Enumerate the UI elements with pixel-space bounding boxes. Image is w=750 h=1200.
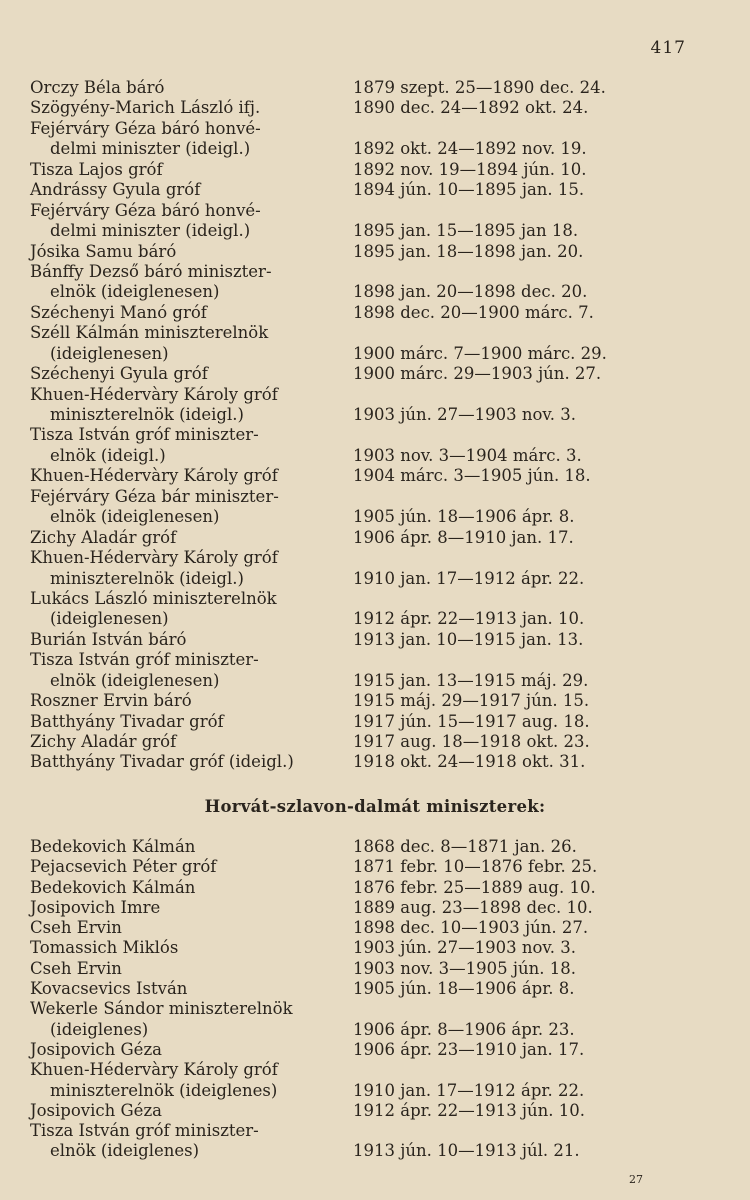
term-dates: 1898 dec. 20—1900 márc. 7.	[353, 302, 594, 322]
list-entry	[30, 898, 650, 918]
list-entry	[30, 303, 650, 323]
term-dates: 1898 dec. 10—1903 jún. 27.	[353, 918, 589, 938]
minister-name: elnök (ideiglenesen)	[50, 507, 220, 527]
term-dates: 1917 aug. 18—1918 okt. 23.	[353, 732, 590, 751]
minister-name: Burián István báró	[30, 629, 187, 649]
minister-name: elnök (ideiglenes)	[50, 1141, 200, 1161]
list-entry	[30, 837, 650, 857]
list-entry	[30, 466, 650, 486]
term-dates: 1871 febr. 10—1876 febr. 25.	[353, 857, 598, 877]
term-dates: 1868 dec. 8—1871 jan. 26.	[353, 837, 577, 856]
minister-name: Cseh Ervin	[30, 958, 122, 978]
list-entry	[30, 139, 650, 159]
term-dates: 1915 jan. 13—1915 máj. 29.	[353, 670, 589, 690]
list-entry	[30, 425, 650, 445]
minister-name: Bedekovich Kálmán	[30, 877, 196, 897]
list-entry	[30, 1121, 650, 1141]
minister-name: Kovacsevics István	[30, 979, 188, 999]
minister-name: Roszner Ervin báró	[30, 691, 192, 711]
minister-name: (ideiglenesen)	[50, 343, 169, 363]
minister-name: Széchenyi Manó gróf	[30, 302, 207, 322]
list-entry	[30, 242, 650, 262]
term-dates: 1903 jún. 27—1903 nov. 3.	[353, 405, 576, 424]
list-entry	[30, 1060, 650, 1080]
list-entry	[30, 487, 650, 507]
minister-name: Fejérváry Géza bár miniszter-	[30, 486, 279, 506]
minister-name: delmi miniszter (ideigl.)	[50, 139, 251, 159]
list-entry	[30, 589, 650, 609]
term-dates: 1894 jún. 10—1895 jan. 15.	[353, 180, 585, 200]
list-entry	[30, 609, 650, 629]
term-dates: 1912 ápr. 22—1913 jan. 10.	[353, 609, 585, 629]
term-dates: 1876 febr. 25—1889 aug. 10.	[353, 877, 596, 897]
term-dates: 1890 dec. 24—1892 okt. 24.	[353, 98, 589, 118]
minister-name: elnök (ideigl.)	[50, 445, 166, 465]
term-dates: 1910 jan. 17—1912 ápr. 22.	[353, 568, 585, 588]
term-dates: 1895 jan. 18—1898 jan. 20.	[353, 241, 584, 261]
minister-name: Zichy Aladár gróf	[30, 732, 177, 751]
minister-name: Széchenyi Gyula gróf	[30, 364, 208, 384]
list-entry	[30, 1020, 650, 1040]
list-entry	[30, 446, 650, 466]
list-entry	[30, 999, 650, 1019]
term-dates: 1903 jún. 27—1903 nov. 3.	[353, 938, 576, 958]
term-dates: 1906 ápr. 8—1906 ápr. 23.	[353, 1019, 575, 1039]
list-entry	[30, 344, 650, 364]
minister-name: Bánffy Dezső báró miniszter-	[30, 261, 272, 281]
minister-name: elnök (ideiglenesen)	[50, 282, 220, 302]
minister-name: Bedekovich Kálmán	[30, 837, 196, 856]
term-dates: 1910 jan. 17—1912 ápr. 22.	[353, 1080, 585, 1100]
section-heading: Horvát-szlavon-dalmát miniszterek:	[204, 797, 546, 816]
term-dates: 1892 okt. 24—1892 nov. 19.	[353, 139, 587, 159]
list-entry	[30, 691, 650, 711]
list-entry	[30, 650, 650, 670]
minister-name: miniszterelnök (ideiglenes)	[50, 1080, 278, 1100]
minister-name: Tisza István gróf miniszter-	[30, 425, 259, 445]
list-entry	[30, 221, 650, 241]
minister-name: Pejacsevich Péter gróf	[30, 857, 217, 877]
minister-name: Tisza István gróf miniszter-	[30, 650, 259, 670]
list-entry	[30, 569, 650, 589]
list-entry	[30, 1101, 650, 1121]
ministers-list	[30, 78, 650, 773]
croatian-ministers-list	[30, 837, 650, 1162]
minister-name: Szögyény-Marich László ifj.	[30, 98, 261, 118]
term-dates: 1917 jún. 15—1917 aug. 18.	[353, 711, 590, 731]
list-entry	[30, 938, 650, 958]
minister-name: Wekerle Sándor miniszterelnök	[30, 999, 293, 1019]
list-entry	[30, 507, 650, 527]
minister-name: Khuen-Hédervàry Károly gróf	[30, 384, 278, 404]
term-dates: 1915 máj. 29—1917 jún. 15.	[353, 691, 590, 711]
minister-name: Széll Kálmán miniszterelnök	[30, 323, 269, 343]
minister-name: Zichy Aladár gróf	[30, 527, 177, 547]
term-dates: 1892 nov. 19—1894 jún. 10.	[353, 159, 587, 179]
list-entry	[30, 1141, 650, 1161]
list-entry	[30, 878, 650, 898]
list-entry	[30, 201, 650, 221]
minister-name: miniszterelnök (ideigl.)	[50, 405, 244, 424]
list-entry	[30, 180, 650, 200]
minister-name: Lukács László miniszterelnök	[30, 588, 277, 608]
minister-name: miniszterelnök (ideigl.)	[50, 568, 244, 588]
minister-name: Jósika Samu báró	[30, 241, 177, 261]
signature-mark: 27	[629, 1173, 643, 1186]
list-entry	[30, 323, 650, 343]
list-entry	[30, 1040, 650, 1060]
minister-name: Fejérváry Géza báró honvé-	[30, 118, 261, 138]
list-entry	[30, 548, 650, 568]
list-entry	[30, 918, 650, 938]
minister-name: Khuen-Hédervàry Károly gróf	[30, 548, 278, 568]
minister-name: Josipovich Imre	[30, 897, 161, 917]
minister-name: Tisza Lajos gróf	[30, 159, 163, 179]
minister-name: elnök (ideiglenesen)	[50, 670, 220, 690]
minister-name: Andrássy Gyula gróf	[30, 180, 201, 200]
minister-name: Batthyány Tivadar gróf (ideigl.)	[30, 752, 294, 772]
term-dates: 1879 szept. 25—1890 dec. 24.	[353, 78, 606, 97]
list-entry	[30, 78, 650, 98]
term-dates: 1905 jún. 18—1906 ápr. 8.	[353, 979, 575, 999]
term-dates: 1903 nov. 3—1905 jún. 18.	[353, 958, 576, 978]
list-entry	[30, 630, 650, 650]
minister-name: Orczy Béla báró	[30, 78, 165, 97]
minister-name: delmi miniszter (ideigl.)	[50, 221, 251, 241]
minister-name: Fejérváry Géza báró honvé-	[30, 200, 261, 220]
list-entry	[30, 712, 650, 732]
list-entry	[30, 364, 650, 384]
term-dates: 1905 jún. 18—1906 ápr. 8.	[353, 507, 575, 527]
list-entry	[30, 671, 650, 691]
term-dates: 1889 aug. 23—1898 dec. 10.	[353, 897, 593, 917]
term-dates: 1913 jan. 10—1915 jan. 13.	[353, 629, 584, 649]
list-entry	[30, 528, 650, 548]
minister-name: Tomassich Miklós	[30, 938, 179, 958]
list-entry	[30, 160, 650, 180]
list-entry	[30, 857, 650, 877]
list-entry	[30, 405, 650, 425]
term-dates: 1913 jún. 10—1913 júl. 21.	[353, 1141, 580, 1161]
minister-name: Tisza István gróf miniszter-	[30, 1121, 259, 1141]
minister-name: Batthyány Tivadar gróf	[30, 711, 224, 731]
term-dates: 1900 márc. 29—1903 jún. 27.	[353, 364, 602, 384]
minister-name: (ideiglenesen)	[50, 609, 169, 629]
list-entry	[30, 1081, 650, 1101]
term-dates: 1903 nov. 3—1904 márc. 3.	[353, 445, 582, 465]
minister-name: (ideiglenes)	[50, 1019, 149, 1039]
list-entry	[30, 752, 650, 772]
list-entry	[30, 98, 650, 118]
minister-name: Cseh Ervin	[30, 918, 122, 938]
list-entry	[30, 385, 650, 405]
list-entry	[30, 262, 650, 282]
minister-name: Josipovich Géza	[30, 1100, 162, 1120]
term-dates: 1898 jan. 20—1898 dec. 20.	[353, 282, 588, 302]
list-entry	[30, 959, 650, 979]
list-entry	[30, 119, 650, 139]
list-entry	[30, 732, 650, 752]
minister-name: Khuen-Hédervàry Károly gróf	[30, 1060, 278, 1080]
term-dates: 1906 ápr. 23—1910 jan. 17.	[353, 1039, 585, 1059]
term-dates: 1904 márc. 3—1905 jún. 18.	[353, 466, 591, 486]
minister-name: Khuen-Hédervàry Károly gróf	[30, 466, 278, 486]
term-dates: 1900 márc. 7—1900 márc. 29.	[353, 343, 607, 363]
term-dates: 1906 ápr. 8—1910 jan. 17.	[353, 527, 574, 547]
list-entry	[30, 282, 650, 302]
page-number: 417	[650, 38, 686, 58]
minister-name: Josipovich Géza	[30, 1039, 162, 1059]
term-dates: 1918 okt. 24—1918 okt. 31.	[353, 752, 586, 772]
term-dates: 1895 jan. 15—1895 jan 18.	[353, 221, 579, 241]
term-dates: 1912 ápr. 22—1913 jún. 10.	[353, 1100, 586, 1120]
list-entry	[30, 979, 650, 999]
